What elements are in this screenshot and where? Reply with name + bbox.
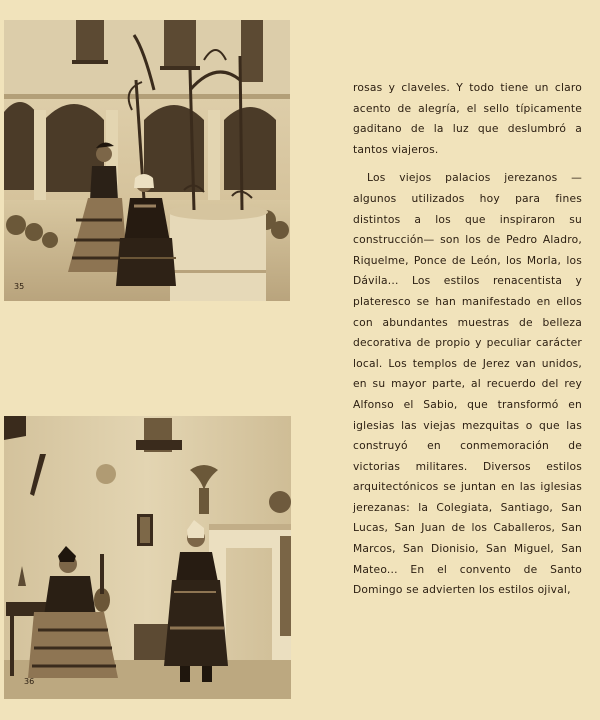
photo-courtyard-well	[4, 20, 290, 301]
paragraph-1: rosas y claveles. Y todo tiene un claro acento de alegría, el sello típicamente gaditano de la luz que deslumbró a tantos viajeros.	[353, 81, 582, 156]
photo-interior-room	[4, 416, 291, 699]
photo-number-36: 36	[24, 677, 35, 686]
body-text	[353, 78, 582, 601]
paragraph-2: Los viejos palacios jerezanos —algunos utilizados hoy para fines distintos a los que inspiraron su construcción— son los de Pedro Aladro, Riquelme, Ponce de León, los Morla, los Dávila... Los estilos renacentista y plateresco se han manifestado en ellos con abundantes muestras de belleza decorativa de propio y peculiar carácter local. Los templos de Jerez van unidos, en su mayor parte, al recuerdo del rey Alfonso el Sabio, que transformó en iglesias las viejas mezquitas o que las construyó en conmemoración de victorias militares. Diversos estilos arquitectónicos se juntan en las iglesias jerezanas: la Colegiata, Santiago, San Lucas, San Juan de los Caballeros, San Marcos, San Dionisio, San Miguel, San Mateo... En el convento de Santo Domingo se advierten los estilos ojival,	[353, 171, 582, 597]
courtyard-well-photo-icon	[4, 20, 290, 301]
interior-room-photo-icon	[4, 416, 291, 699]
photo-number-35: 35	[14, 282, 25, 291]
